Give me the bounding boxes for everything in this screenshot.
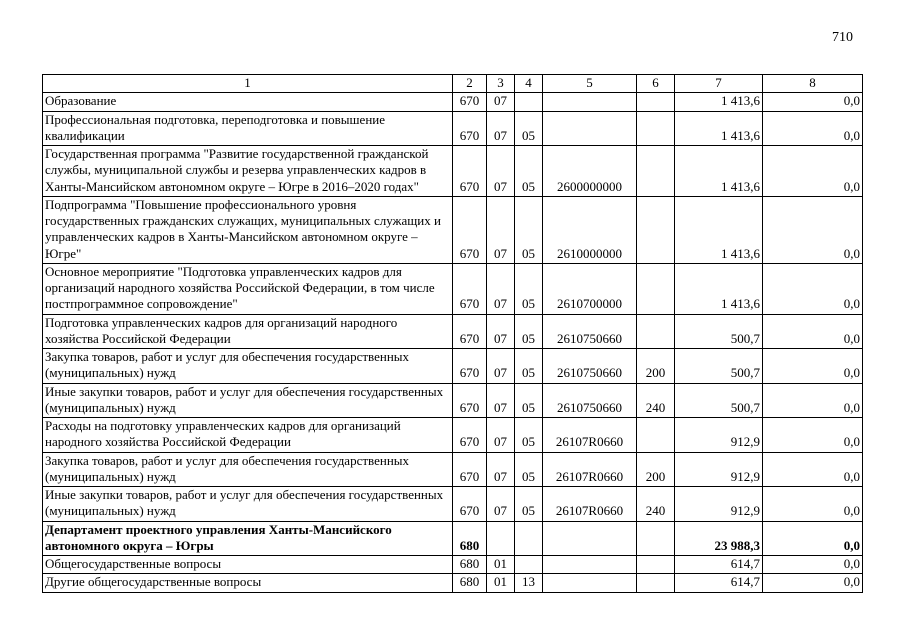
table-row bbox=[43, 574, 863, 592]
amount-secondary-cell: 0,0 bbox=[763, 146, 863, 197]
amount-cell: 1 413,6 bbox=[675, 93, 763, 111]
amount-cell: 912,9 bbox=[675, 487, 763, 522]
column-header: 5 bbox=[543, 75, 637, 93]
row-name-cell: Департамент проектного управления Ханты-Мансийского автономного округа – Югры bbox=[43, 521, 453, 556]
grbs-code-cell: 670 bbox=[453, 314, 487, 349]
table-row bbox=[43, 349, 863, 384]
subsection-code-cell bbox=[515, 556, 543, 574]
expense-type-cell: 240 bbox=[637, 487, 675, 522]
row-name-cell: Подпрограмма "Повышение профессионального уровня государственных гражданских служащих, муниципальных служащих и управленческих кадров в Ханты-Мансийском автономном округе – Югре" bbox=[43, 196, 453, 263]
table-row bbox=[43, 487, 863, 522]
amount-cell: 23 988,3 bbox=[675, 521, 763, 556]
section-code-cell: 07 bbox=[487, 487, 515, 522]
amount-secondary-cell: 0,0 bbox=[763, 487, 863, 522]
program-code-cell bbox=[543, 574, 637, 592]
expense-type-cell: 200 bbox=[637, 349, 675, 384]
program-code-cell: 26107R0660 bbox=[543, 452, 637, 487]
subsection-code-cell: 05 bbox=[515, 452, 543, 487]
section-code-cell: 07 bbox=[487, 383, 515, 418]
grbs-code-cell: 670 bbox=[453, 452, 487, 487]
amount-cell: 1 413,6 bbox=[675, 263, 763, 314]
program-code-cell: 2610750660 bbox=[543, 383, 637, 418]
grbs-code-cell: 670 bbox=[453, 111, 487, 146]
column-header: 8 bbox=[763, 75, 863, 93]
section-code-cell: 07 bbox=[487, 146, 515, 197]
column-header: 1 bbox=[43, 75, 453, 93]
amount-secondary-cell: 0,0 bbox=[763, 452, 863, 487]
table-row bbox=[43, 452, 863, 487]
expense-type-cell bbox=[637, 263, 675, 314]
program-code-cell: 26107R0660 bbox=[543, 418, 637, 453]
subsection-code-cell: 05 bbox=[515, 146, 543, 197]
section-code-cell: 07 bbox=[487, 314, 515, 349]
section-code-cell: 07 bbox=[487, 111, 515, 146]
expense-type-cell: 240 bbox=[637, 383, 675, 418]
amount-secondary-cell: 0,0 bbox=[763, 418, 863, 453]
subsection-code-cell: 05 bbox=[515, 111, 543, 146]
table-row bbox=[43, 93, 863, 111]
subsection-code-cell bbox=[515, 521, 543, 556]
row-name-cell: Иные закупки товаров, работ и услуг для обеспечения государственных (муниципальных) нужд bbox=[43, 487, 453, 522]
subsection-code-cell: 05 bbox=[515, 196, 543, 263]
program-code-cell: 2610700000 bbox=[543, 263, 637, 314]
amount-secondary-cell: 0,0 bbox=[763, 196, 863, 263]
page-number: 710 bbox=[832, 30, 853, 45]
expense-type-cell bbox=[637, 146, 675, 197]
row-name-cell: Другие общегосударственные вопросы bbox=[43, 574, 453, 592]
amount-cell: 500,7 bbox=[675, 383, 763, 418]
table-row bbox=[43, 263, 863, 314]
column-header: 7 bbox=[675, 75, 763, 93]
program-code-cell bbox=[543, 556, 637, 574]
subsection-code-cell: 13 bbox=[515, 574, 543, 592]
amount-cell: 1 413,6 bbox=[675, 146, 763, 197]
table-row bbox=[43, 556, 863, 574]
amount-cell: 1 413,6 bbox=[675, 111, 763, 146]
grbs-code-cell: 670 bbox=[453, 418, 487, 453]
amount-cell: 614,7 bbox=[675, 556, 763, 574]
row-name-cell: Расходы на подготовку управленческих кадров для организаций народного хозяйства Российской Федерации bbox=[43, 418, 453, 453]
expense-type-cell bbox=[637, 314, 675, 349]
amount-cell: 500,7 bbox=[675, 349, 763, 384]
program-code-cell bbox=[543, 521, 637, 556]
row-name-cell: Иные закупки товаров, работ и услуг для обеспечения государственных (муниципальных) нужд bbox=[43, 383, 453, 418]
table-row bbox=[43, 314, 863, 349]
amount-secondary-cell: 0,0 bbox=[763, 521, 863, 556]
subsection-code-cell: 05 bbox=[515, 263, 543, 314]
amount-cell: 1 413,6 bbox=[675, 196, 763, 263]
amount-cell: 500,7 bbox=[675, 314, 763, 349]
amount-cell: 912,9 bbox=[675, 418, 763, 453]
subsection-code-cell: 05 bbox=[515, 418, 543, 453]
budget-table-body bbox=[43, 93, 863, 592]
budget-table bbox=[42, 74, 863, 593]
table-row bbox=[43, 146, 863, 197]
subsection-code-cell: 05 bbox=[515, 383, 543, 418]
column-header: 2 bbox=[453, 75, 487, 93]
grbs-code-cell: 670 bbox=[453, 263, 487, 314]
program-code-cell: 2610750660 bbox=[543, 314, 637, 349]
amount-secondary-cell: 0,0 bbox=[763, 263, 863, 314]
amount-cell: 912,9 bbox=[675, 452, 763, 487]
row-name-cell: Образование bbox=[43, 93, 453, 111]
expense-type-cell bbox=[637, 574, 675, 592]
grbs-code-cell: 670 bbox=[453, 487, 487, 522]
section-code-cell: 07 bbox=[487, 196, 515, 263]
grbs-code-cell: 670 bbox=[453, 93, 487, 111]
amount-secondary-cell: 0,0 bbox=[763, 314, 863, 349]
row-name-cell: Закупка товаров, работ и услуг для обеспечения государственных (муниципальных) нужд bbox=[43, 349, 453, 384]
column-header: 3 bbox=[487, 75, 515, 93]
expense-type-cell: 200 bbox=[637, 452, 675, 487]
grbs-code-cell: 670 bbox=[453, 383, 487, 418]
grbs-code-cell: 670 bbox=[453, 146, 487, 197]
amount-secondary-cell: 0,0 bbox=[763, 349, 863, 384]
table-row bbox=[43, 418, 863, 453]
grbs-code-cell: 680 bbox=[453, 574, 487, 592]
amount-secondary-cell: 0,0 bbox=[763, 574, 863, 592]
subsection-code-cell: 05 bbox=[515, 349, 543, 384]
section-code-cell: 01 bbox=[487, 574, 515, 592]
grbs-code-cell: 670 bbox=[453, 349, 487, 384]
subsection-code-cell: 05 bbox=[515, 314, 543, 349]
grbs-code-cell: 670 bbox=[453, 196, 487, 263]
column-header: 4 bbox=[515, 75, 543, 93]
grbs-code-cell: 680 bbox=[453, 521, 487, 556]
subsection-code-cell bbox=[515, 93, 543, 111]
section-code-cell: 01 bbox=[487, 556, 515, 574]
amount-cell: 614,7 bbox=[675, 574, 763, 592]
row-name-cell: Профессиональная подготовка, переподготовка и повышение квалификации bbox=[43, 111, 453, 146]
subsection-code-cell: 05 bbox=[515, 487, 543, 522]
expense-type-cell bbox=[637, 196, 675, 263]
row-name-cell: Государственная программа "Развитие государственной гражданской службы, муниципальной службы и резерва управленческих кадров в Ханты-Мансийском автономном округе – Югре в 2016–2020 годах" bbox=[43, 146, 453, 197]
row-name-cell: Закупка товаров, работ и услуг для обеспечения государственных (муниципальных) нужд bbox=[43, 452, 453, 487]
section-code-cell: 07 bbox=[487, 93, 515, 111]
section-code-cell: 07 bbox=[487, 263, 515, 314]
section-code-cell: 07 bbox=[487, 349, 515, 384]
section-code-cell: 07 bbox=[487, 418, 515, 453]
section-code-cell: 07 bbox=[487, 452, 515, 487]
amount-secondary-cell: 0,0 bbox=[763, 111, 863, 146]
section-code-cell bbox=[487, 521, 515, 556]
table-row bbox=[43, 521, 863, 556]
column-header: 6 bbox=[637, 75, 675, 93]
expense-type-cell bbox=[637, 93, 675, 111]
expense-type-cell bbox=[637, 556, 675, 574]
amount-secondary-cell: 0,0 bbox=[763, 556, 863, 574]
expense-type-cell bbox=[637, 418, 675, 453]
row-name-cell: Общегосударственные вопросы bbox=[43, 556, 453, 574]
amount-secondary-cell: 0,0 bbox=[763, 93, 863, 111]
grbs-code-cell: 680 bbox=[453, 556, 487, 574]
program-code-cell bbox=[543, 111, 637, 146]
table-row bbox=[43, 196, 863, 263]
program-code-cell: 26107R0660 bbox=[543, 487, 637, 522]
program-code-cell bbox=[543, 93, 637, 111]
expense-type-cell bbox=[637, 111, 675, 146]
table-row bbox=[43, 111, 863, 146]
table-row bbox=[43, 383, 863, 418]
program-code-cell: 2610000000 bbox=[543, 196, 637, 263]
row-name-cell: Основное мероприятие "Подготовка управленческих кадров для организаций народного хозяйства Российской Федерации, в том числе постпрограммное сопровождение" bbox=[43, 263, 453, 314]
amount-secondary-cell: 0,0 bbox=[763, 383, 863, 418]
row-name-cell: Подготовка управленческих кадров для организаций народного хозяйства Российской Федерации bbox=[43, 314, 453, 349]
program-code-cell: 2600000000 bbox=[543, 146, 637, 197]
expense-type-cell bbox=[637, 521, 675, 556]
program-code-cell: 2610750660 bbox=[543, 349, 637, 384]
table-header-row bbox=[43, 75, 863, 93]
